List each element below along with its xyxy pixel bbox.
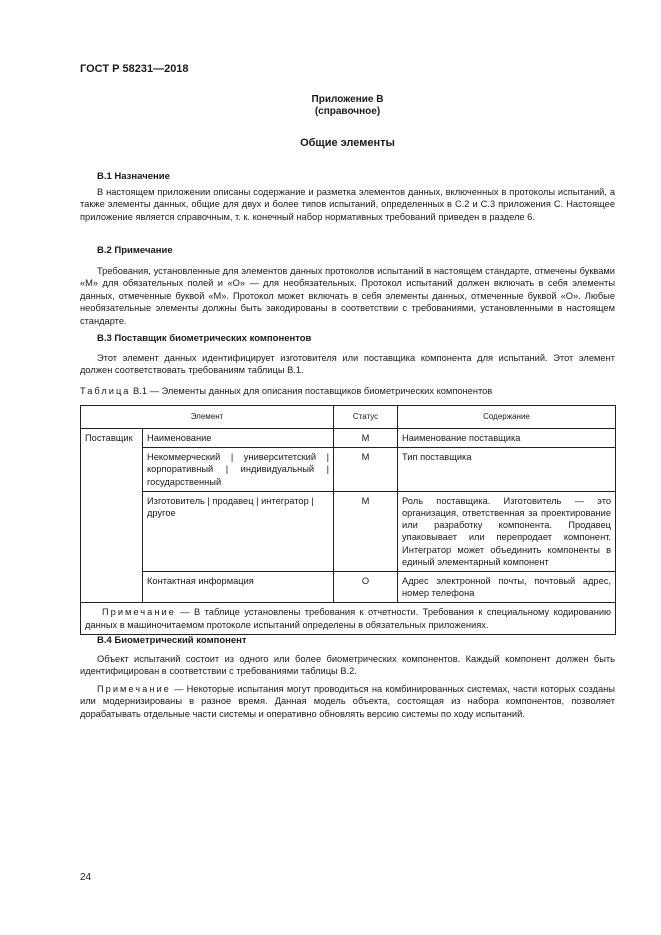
section-b3-text: Этот элемент данных идентифицирует изготовителя или поставщика компонента для испытаний. Этот элемент должен соответствовать требованиям таблицы В.1.	[80, 353, 615, 376]
table-header-row	[81, 406, 616, 429]
table-row	[81, 429, 616, 448]
group-cell: Поставщик	[81, 429, 143, 603]
table-note	[81, 603, 616, 634]
table-caption-label: Таблица	[80, 386, 131, 396]
table-row	[81, 448, 616, 492]
section-b4-note-label: Примечание	[97, 684, 171, 694]
section-b4-text: Объект испытаний состоит из одного или более биометрических компонентов. Каждый компонент должен быть идентифицирован в соответствии с требованиями таблицы В.2.	[80, 654, 615, 677]
vendor-table	[80, 405, 616, 635]
section-b4-title: В.4 Биометрический компонент	[97, 635, 247, 646]
element-cell: Изготовитель | продавец | интегратор | другое	[143, 491, 334, 571]
appendix-subtitle: (справочное)	[314, 106, 381, 117]
element-cell: Некоммерческий | университетский | корпоративный | индивидуальный | государственный	[143, 448, 334, 492]
status-cell: М	[334, 491, 398, 571]
status-cell: М	[334, 448, 398, 492]
header-element: Элемент	[81, 406, 334, 429]
section-b4-note-text: — Некоторые испытания могут проводиться на комбинированных системах, части которых созданы или модернизированы в разное время. Данная модель объекта, состоящая из набора компонентов, позволяет дорабатывать отдельные части системы и оперативно обновлять версию системы по ходу испытаний.	[80, 684, 615, 719]
content-cell: Адрес электронной почты, почтовый адрес, номер телефона	[398, 572, 616, 603]
standard-designation: ГОСТ Р 58231—2018	[80, 63, 189, 75]
header-status: Статус	[334, 406, 398, 429]
page-number: 24	[80, 872, 92, 883]
content-cell: Роль поставщика. Изготовитель — это организация, ответственная за проектирование или разработку компонента. Продавец упаковывает или перепродает компонент. Интегратор может объединить компоненты в единый элементарный компонент	[398, 491, 616, 571]
status-cell: О	[334, 572, 398, 603]
element-cell: Наименование	[143, 429, 334, 448]
content-cell: Тип поставщика	[398, 448, 616, 492]
section-b2-text: Требования, установленные для элементов данных протоколов испытаний в настоящем стандарте, отмечены буквами «М» для обязательных полей и «О» — для необязательных. Протокол испытаний должен включать в себя элементы данных, отмеченные буквой «М». Протокол может включать в себя элементы данных, отмеченные буквой «О». Любые необязательные элементы должны быть закодированы в соответствии с требованиями, установленными в настоящем стандарте.	[80, 266, 615, 326]
section-b3-title: В.3 Поставщик биометрических компонентов	[97, 333, 312, 344]
table-row	[81, 572, 616, 603]
section-b2-title: В.2 Примечание	[97, 245, 173, 256]
table-caption-text: В.1 — Элементы данных для описания поставщиков биометрических компонентов	[130, 386, 493, 396]
table-note-label: Примечание	[102, 607, 176, 618]
appendix-heading: Общие элементы	[300, 137, 395, 149]
table-note-text: — В таблице установлены требования к отчетности. Требования к специальному кодированию данных в машиночитаемом протоколе испытаний определены в обязательных приложениях.	[85, 607, 612, 630]
table-caption	[80, 386, 492, 396]
section-b1-title: В.1 Назначение	[97, 171, 170, 182]
appendix-title: Приложение В	[311, 94, 384, 105]
header-content: Содержание	[398, 406, 616, 429]
table-note-row	[81, 603, 616, 634]
section-b1-text: В настоящем приложении описаны содержание и разметка элементов данных, включенных в протоколы испытаний, а также элементы данных, общие для двух и более типов испытаний, определенных в С.2 и С.3 приложения С. Настоящее приложение является справочным, т. к. конечный набор нормативных требований приведен в разделе 6.	[80, 187, 615, 222]
section-b4-note	[80, 683, 615, 720]
element-cell: Контактная информация	[143, 572, 334, 603]
status-cell: М	[334, 429, 398, 448]
content-cell: Наименование поставщика	[398, 429, 616, 448]
table-row	[81, 491, 616, 571]
